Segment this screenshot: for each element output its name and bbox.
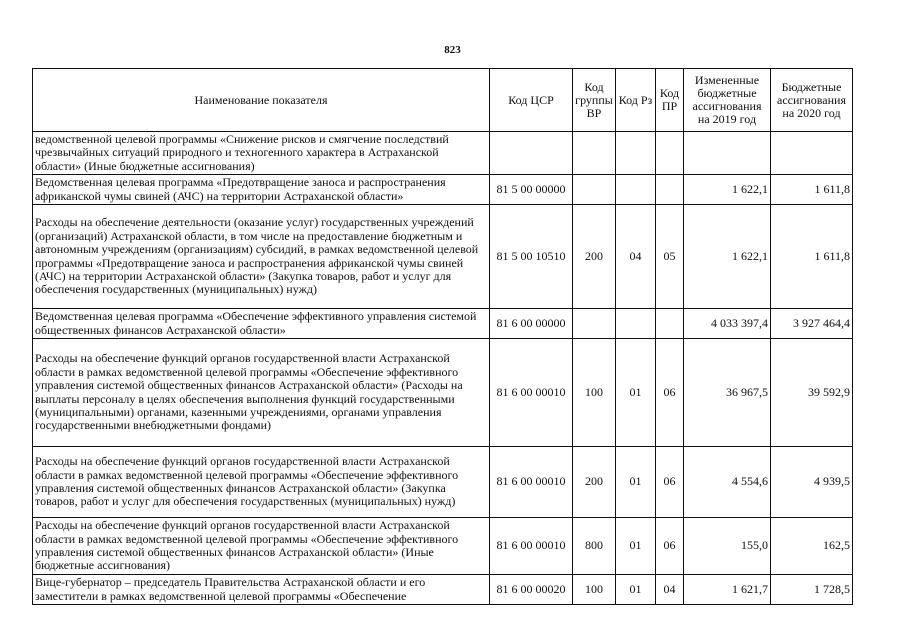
row-csr: 81 6 00 00000 [490,309,573,339]
row-amount-2019: 1 621,7 [684,575,771,605]
row-vr [573,132,616,175]
page-number: 823 [444,44,461,56]
row-name: Расходы на обеспечение функций органов государственной власти Астраханской области в рамках ведомственной целевой программы «Обеспечение эффективного управления системой общественных финансов Астраханской области» (Расходы на выплаты персоналу в целях обеспечения выполнения функций государственными (муниципальными) органами, казенными учреждениями, органами управления государственными внебюджетными фондами) [33,339,490,447]
row-rz: 01 [616,339,656,447]
col-header-name: Наименование показателя [33,69,490,132]
table-row [33,447,853,518]
col-header-csr: Код ЦСР [490,69,573,132]
row-amount-2019: 155,0 [684,518,771,575]
row-pr [656,309,684,339]
row-rz: 01 [616,575,656,605]
row-csr: 81 6 00 00010 [490,518,573,575]
col-header-2019: Измененные бюджетные ассигнования на 2019 год [684,69,771,132]
col-header-2020: Бюджетные ассигнования на 2020 год [771,69,853,132]
row-rz [616,132,656,175]
row-name: Расходы на обеспечение деятельности (оказание услуг) государственных учреждений (организаций) Астраханской области, в том числе на предоставление бюджетным и автономным учреждениям (организациям) субсидий, в рамках ведомственной целевой программы «Предотвращение заноса и распространения африканской чумы свиней (АЧС) на территории Астраханской области» (Закупка товаров, работ и услуг для обеспечения государственных (муниципальных) нужд) [33,205,490,309]
row-name: Расходы на обеспечение функций органов государственной власти Астраханской области в рамках ведомственной целевой программы «Обеспечение эффективного управления системой общественных финансов Астраханской области» (Иные бюджетные ассигнования) [33,518,490,575]
row-rz: 04 [616,205,656,309]
row-csr: 81 6 00 00010 [490,339,573,447]
row-csr: 81 5 00 00000 [490,175,573,205]
row-pr: 05 [656,205,684,309]
row-name: Вице-губернатор – председатель Правительства Астраханской области и его заместители в рамках ведомственной целевой программы «Обеспечение [33,575,490,605]
row-pr: 06 [656,447,684,518]
row-amount-2019: 1 622,1 [684,175,771,205]
row-amount-2020: 1 611,8 [771,205,853,309]
row-pr [656,132,684,175]
row-pr: 04 [656,575,684,605]
row-amount-2020: 39 592,9 [771,339,853,447]
col-header-pr: Код ПР [656,69,684,132]
row-csr: 81 5 00 10510 [490,205,573,309]
row-amount-2019: 1 622,1 [684,205,771,309]
table-row [33,575,853,605]
row-name: ведомственной целевой программы «Снижение рисков и смягчение последствий чрезвычайных ситуаций природного и техногенного характера в Астраханской области» (Иные бюджетные ассигнования) [33,132,490,175]
row-pr [656,175,684,205]
budget-table [32,68,853,605]
row-name: Ведомственная целевая программа «Обеспечение эффективного управления системой общественных финансов Астраханской области» [33,309,490,339]
row-vr: 200 [573,205,616,309]
table-row [33,205,853,309]
row-csr [490,132,573,175]
row-vr [573,175,616,205]
row-amount-2020 [771,132,853,175]
table-body [33,132,853,605]
row-amount-2020: 162,5 [771,518,853,575]
table-row [33,339,853,447]
col-header-rz: Код Рз [616,69,656,132]
row-amount-2019: 4 554,6 [684,447,771,518]
row-rz [616,175,656,205]
row-vr [573,309,616,339]
row-amount-2019 [684,132,771,175]
table-row [33,309,853,339]
col-header-vr: Код группы ВР [573,69,616,132]
row-pr: 06 [656,518,684,575]
row-pr: 06 [656,339,684,447]
row-amount-2020: 3 927 464,4 [771,309,853,339]
row-vr: 800 [573,518,616,575]
row-csr: 81 6 00 00020 [490,575,573,605]
row-vr: 100 [573,575,616,605]
table-row [33,175,853,205]
table-row [33,132,853,175]
row-vr: 100 [573,339,616,447]
row-vr: 200 [573,447,616,518]
row-amount-2019: 36 967,5 [684,339,771,447]
row-name: Расходы на обеспечение функций органов государственной власти Астраханской области в рамках ведомственной целевой программы «Обеспечение эффективного управления системой общественных финансов Астраханской области» (Закупка товаров, работ и услуг для обеспечения государственных (муниципальных) нужд) [33,447,490,518]
row-name: Ведомственная целевая программа «Предотвращение заноса и распространения африканской чумы свиней (АЧС) на территории Астраханской области» [33,175,490,205]
row-amount-2020: 1 728,5 [771,575,853,605]
row-amount-2019: 4 033 397,4 [684,309,771,339]
row-amount-2020: 4 939,5 [771,447,853,518]
table-header [33,69,853,132]
row-rz [616,309,656,339]
row-rz: 01 [616,518,656,575]
table-row [33,518,853,575]
row-csr: 81 6 00 00010 [490,447,573,518]
row-rz: 01 [616,447,656,518]
row-amount-2020: 1 611,8 [771,175,853,205]
